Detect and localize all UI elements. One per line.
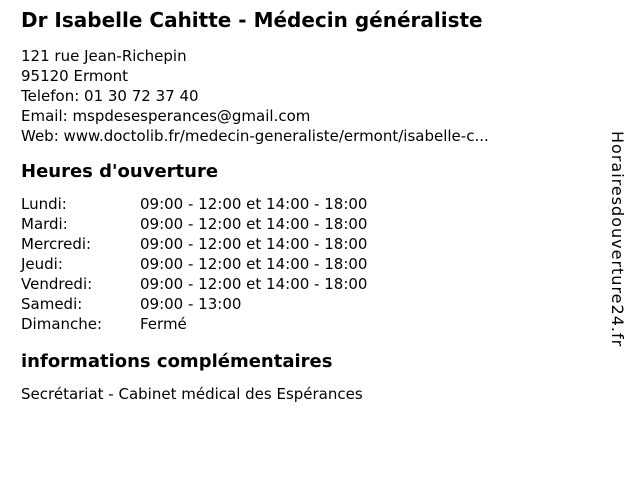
day-hours: 09:00 - 12:00 et 14:00 - 18:00 xyxy=(140,215,368,233)
email-line: Email: mspdesesperances@gmail.com xyxy=(21,107,311,125)
site-watermark: Horairesdouverture24.fr xyxy=(608,131,627,348)
opening-hours-row-thursday xyxy=(21,254,367,274)
day-label: Dimanche: xyxy=(21,315,103,333)
day-hours: 09:00 - 13:00 xyxy=(140,295,242,313)
day-hours: 09:00 - 12:00 et 14:00 - 18:00 xyxy=(140,255,368,273)
opening-hours-table xyxy=(21,194,367,334)
additional-info-text: Secrétariat - Cabinet médical des Espérances xyxy=(21,385,363,403)
opening-hours-row-wednesday xyxy=(21,234,367,254)
phone-line: Telefon: 01 30 72 37 40 xyxy=(21,87,199,105)
opening-hours-row-tuesday xyxy=(21,214,367,234)
day-label: Lundi: xyxy=(21,195,67,213)
opening-hours-row-friday xyxy=(21,274,367,294)
day-hours: 09:00 - 12:00 et 14:00 - 18:00 xyxy=(140,235,368,253)
day-hours: 09:00 - 12:00 et 14:00 - 18:00 xyxy=(140,195,368,213)
address-line-1: 121 rue Jean-Richepin xyxy=(21,47,187,65)
opening-hours-row-sunday xyxy=(21,314,367,334)
opening-hours-row-monday xyxy=(21,194,367,214)
day-label: Samedi: xyxy=(21,295,83,313)
day-label: Vendredi: xyxy=(21,275,93,293)
day-label: Mercredi: xyxy=(21,235,92,253)
additional-info-heading: informations complémentaires xyxy=(21,351,333,372)
page-title: Dr Isabelle Cahitte - Médecin généraliste xyxy=(21,8,483,32)
day-label: Jeudi: xyxy=(21,255,63,273)
opening-hours-heading: Heures d'ouverture xyxy=(21,161,219,182)
web-line: Web: www.doctolib.fr/medecin-generaliste/ermont/isabelle-c... xyxy=(21,127,489,145)
address-line-2: 95120 Ermont xyxy=(21,67,129,85)
contact-block xyxy=(21,46,489,146)
day-hours: 09:00 - 12:00 et 14:00 - 18:00 xyxy=(140,275,368,293)
day-status: Fermé xyxy=(140,315,187,333)
opening-hours-row-saturday xyxy=(21,294,367,314)
day-label: Mardi: xyxy=(21,215,68,233)
